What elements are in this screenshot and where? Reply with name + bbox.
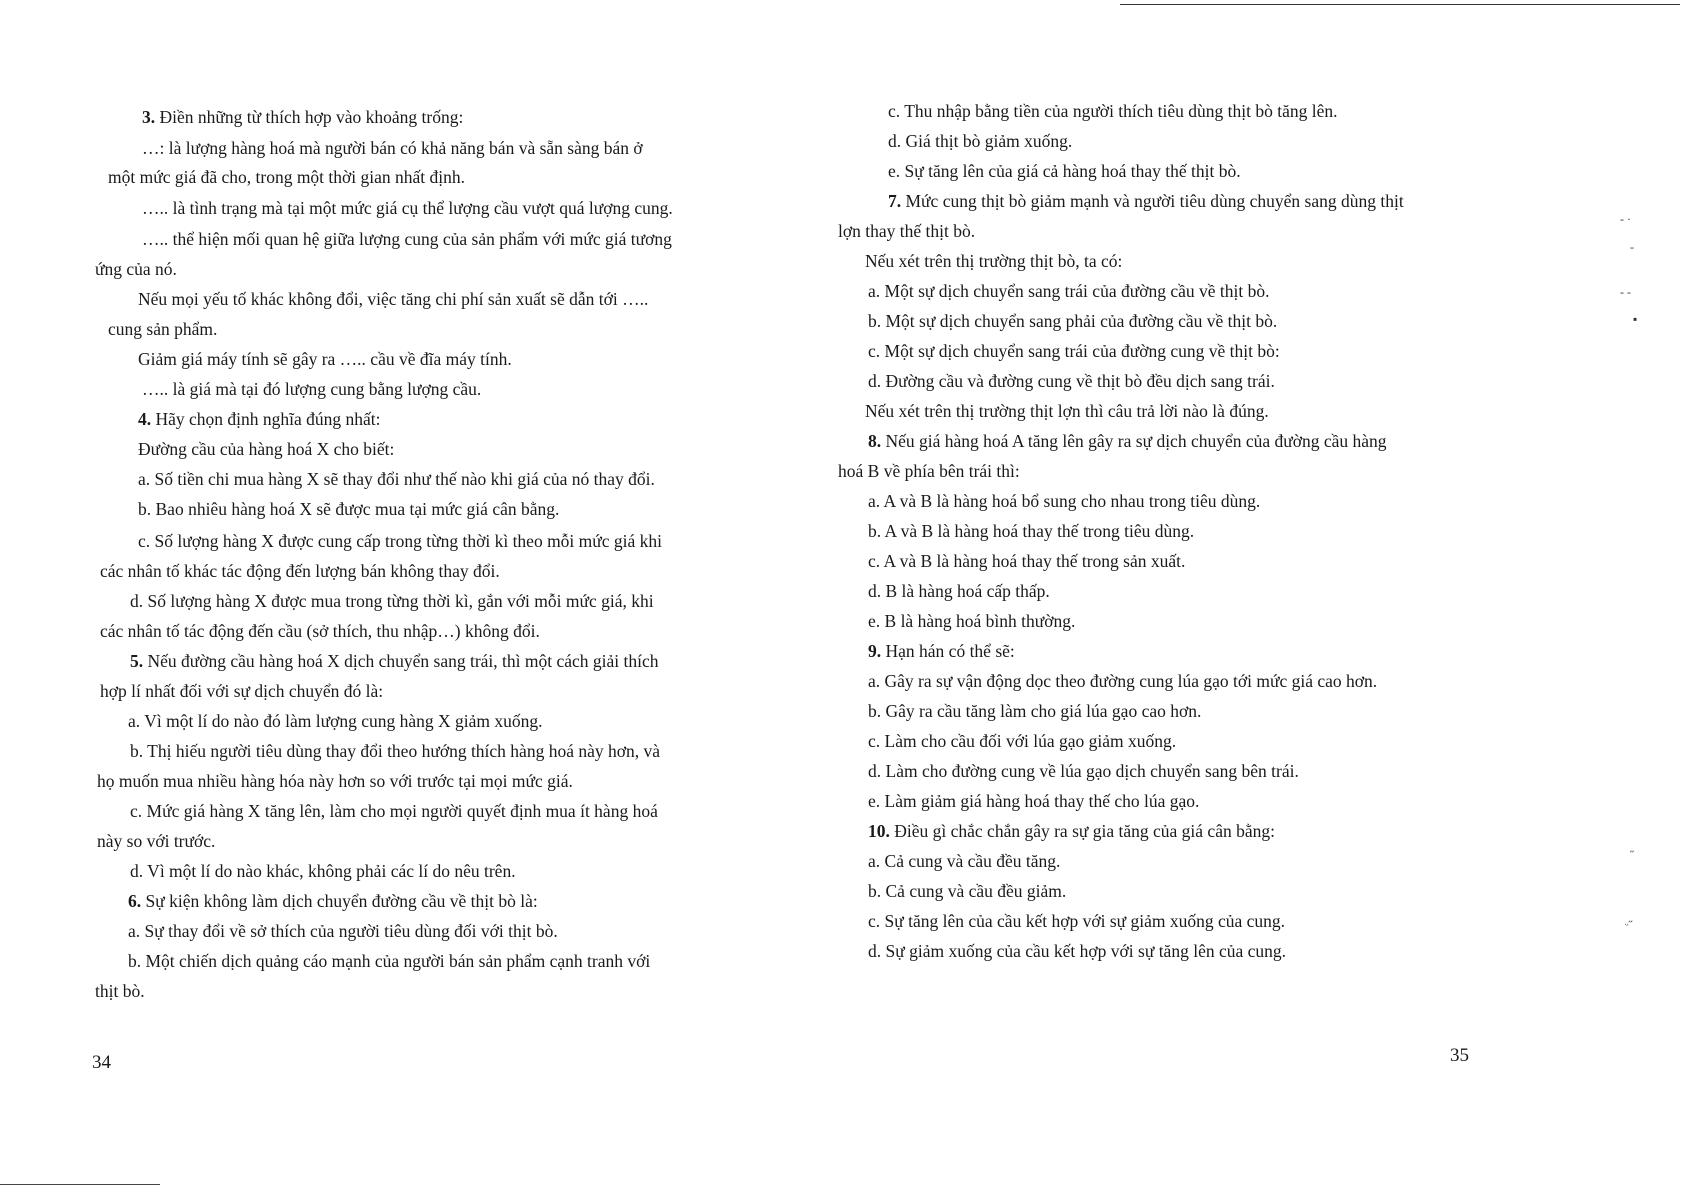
page-number-right: 35 [1450, 1045, 1469, 1066]
left-text-line [95, 258, 177, 280]
line-text: này so với trước. [97, 831, 216, 851]
right-text-line [868, 910, 1285, 932]
left-text-line [108, 166, 465, 188]
left-text-line [130, 590, 654, 612]
left-text-line [95, 980, 145, 1002]
line-text: a. Một sự dịch chuyển sang trái của đường cầu về thịt bò. [868, 281, 1270, 301]
left-text-line [138, 438, 394, 460]
right-text-line [868, 370, 1275, 392]
line-text: b. Một sự dịch chuyển sang phải của đường cầu về thịt bò. [868, 311, 1278, 331]
line-text: d. Sự giảm xuống của cầu kết hợp với sự tăng lên của cung. [868, 941, 1287, 961]
left-text-line [97, 770, 573, 792]
line-text: Nếu mọi yếu tố khác không đổi, việc tăng chi phí sản xuất sẽ dẫn tới ….. [138, 289, 649, 309]
line-text: Nếu giá hàng hoá A tăng lên gây ra sự dịch chuyển của đường cầu hàng [881, 431, 1387, 451]
line-text: b. Thị hiếu người tiêu dùng thay đổi theo hướng thích hàng hoá này hơn, và [130, 741, 661, 761]
line-text: cung sản phẩm. [108, 319, 218, 339]
line-text: thịt bò. [95, 981, 145, 1001]
left-text-line [138, 288, 648, 310]
right-text-line [868, 850, 1060, 872]
line-text: Mức cung thịt bò giảm mạnh và người tiêu dùng chuyển sang dùng thịt [901, 191, 1404, 211]
right-text-line [868, 430, 1387, 452]
right-text-line [888, 100, 1338, 122]
right-text-line [868, 760, 1299, 782]
left-text-line [130, 650, 659, 672]
line-text: Đường cầu của hàng hoá X cho biết: [138, 439, 395, 459]
left-text-line [142, 106, 463, 128]
line-text: c. A và B là hàng hoá thay thế trong sản xuất. [868, 551, 1186, 571]
left-text-line [130, 740, 660, 762]
line-text: b. Cả cung và cầu đều giảm. [868, 881, 1067, 901]
line-text: ứng của nó. [95, 259, 177, 279]
line-text: d. Đường cầu và đường cung về thịt bò đều dịch sang trái. [868, 371, 1275, 391]
right-text-line [888, 160, 1241, 182]
right-text-line [888, 190, 1404, 212]
right-text-line [868, 640, 1015, 662]
line-text: Hãy chọn định nghĩa đúng nhất: [151, 409, 381, 429]
right-text-line [888, 130, 1072, 152]
line-text: ….. là tình trạng mà tại một mức giá cụ thể lượng cầu vượt quá lượng cung. [142, 198, 673, 218]
question-number: 10. [868, 821, 890, 841]
line-text: b. A và B là hàng hoá thay thế trong tiêu dùng. [868, 521, 1195, 541]
line-text: a. Sự thay đổi về sở thích của người tiêu dùng đối với thịt bò. [128, 921, 558, 941]
line-text: a. Cả cung và cầu đều tăng. [868, 851, 1061, 871]
left-text-line [108, 318, 217, 340]
line-text: Hạn hán có thể sẽ: [881, 641, 1015, 661]
line-text: b. Một chiến dịch quảng cáo mạnh của người bán sản phẩm cạnh tranh với [128, 951, 651, 971]
left-text-line [138, 530, 662, 552]
left-text-line [128, 890, 538, 912]
line-text: d. Giá thịt bò giảm xuống. [888, 131, 1073, 151]
line-text: a. A và B là hàng hoá bổ sung cho nhau trong tiêu dùng. [868, 491, 1261, 511]
right-text-line [868, 610, 1075, 632]
question-number: 4. [138, 409, 152, 429]
right-text-line [838, 460, 1020, 482]
line-text: c. Làm cho cầu đối với lúa gạo giảm xuống. [868, 731, 1177, 751]
left-text-line [138, 498, 559, 520]
right-text-line [868, 880, 1066, 902]
left-text-line [130, 860, 516, 882]
line-text: d. Làm cho đường cung về lúa gạo dịch chuyển sang bên trái. [868, 761, 1299, 781]
line-text: hợp lí nhất đối với sự dịch chuyển đó là: [100, 681, 384, 701]
line-text: Giảm giá máy tính sẽ gây ra ….. cầu về đĩa máy tính. [138, 349, 512, 369]
line-text: c. Mức giá hàng X tăng lên, làm cho mọi người quyết định mua ít hàng hoá [130, 801, 658, 821]
line-text: họ muốn mua nhiều hàng hóa này hơn so với trước tại mọi mức giá. [97, 771, 573, 791]
right-text-line [865, 250, 1122, 272]
line-text: …: là lượng hàng hoá mà người bán có khả năng bán và sẵn sàng bán ở [142, 138, 643, 158]
right-text-line [868, 940, 1286, 962]
left-page [0, 0, 820, 1188]
line-text: ….. là giá mà tại đó lượng cung bằng lượng cầu. [142, 379, 482, 399]
line-text: d. Số lượng hàng X được mua trong từng thời kì, gắn với mỗi mức giá, khi [130, 591, 654, 611]
question-number: 6. [128, 891, 142, 911]
left-text-line [142, 137, 643, 159]
right-text-line [868, 550, 1185, 572]
left-text-line [128, 710, 543, 732]
line-text: c. Một sự dịch chuyển sang trái của đường cung về thịt bò: [868, 341, 1280, 361]
line-text: Sự kiện không làm dịch chuyển đường cầu về thịt bò là: [141, 891, 538, 911]
left-text-line [138, 348, 512, 370]
line-text: b. Gây ra cầu tăng làm cho giá lúa gạo cao hơn. [868, 701, 1202, 721]
left-text-line [138, 408, 381, 430]
line-text: d. B là hàng hoá cấp thấp. [868, 581, 1050, 601]
right-text-line [868, 700, 1201, 722]
scan-mark: ‐ ‐ [1620, 285, 1631, 299]
line-text: c. Thu nhập bằng tiền của người thích tiêu dùng thịt bò tăng lên. [888, 101, 1338, 121]
left-text-line [128, 950, 650, 972]
line-text: Nếu xét trên thị trường thịt lợn thì câu trả lời nào là đúng. [865, 401, 1269, 421]
line-text: a. Gây ra sự vận động dọc theo đường cung lúa gạo tới mức giá cao hơn. [868, 671, 1378, 691]
left-text-line [130, 800, 658, 822]
left-text-line [100, 680, 383, 702]
left-text-line [142, 228, 672, 250]
line-text: ….. thể hiện mối quan hệ giữa lượng cung của sản phẩm với mức giá tương [142, 229, 672, 249]
right-text-line [868, 820, 1275, 842]
right-text-line [868, 580, 1050, 602]
left-text-line [142, 197, 673, 219]
left-text-line [100, 560, 500, 582]
left-text-line [128, 920, 558, 942]
line-text: một mức giá đã cho, trong một thời gian nhất định. [108, 167, 466, 187]
page-number-left: 34 [92, 1052, 111, 1073]
scan-mark: ‐ [1630, 240, 1634, 254]
line-text: d. Vì một lí do nào khác, không phải các lí do nêu trên. [130, 861, 516, 881]
right-text-line [865, 400, 1269, 422]
left-text-line [138, 468, 655, 490]
line-text: c. Sự tăng lên của cầu kết hợp với sự giảm xuống của cung. [868, 911, 1286, 931]
line-text: Nếu đường cầu hàng hoá X dịch chuyển sang trái, thì một cách giải thích [143, 651, 659, 671]
right-text-line [868, 670, 1377, 692]
line-text: a. Vì một lí do nào đó làm lượng cung hàng X giảm xuống. [128, 711, 543, 731]
right-text-line [868, 310, 1277, 332]
line-text: e. Làm giảm giá hàng hoá thay thế cho lúa gạo. [868, 791, 1200, 811]
right-text-line [868, 520, 1194, 542]
scan-mark: ˝ [1630, 848, 1634, 862]
line-text: b. Bao nhiêu hàng hoá X sẽ được mua tại mức giá cân bằng. [138, 499, 560, 519]
question-number: 7. [888, 191, 902, 211]
right-text-line [838, 220, 975, 242]
question-number: 8. [868, 431, 882, 451]
line-text: lợn thay thế thịt bò. [838, 221, 976, 241]
line-text: hoá B về phía bên trái thì: [838, 461, 1020, 481]
line-text: Điền những từ thích hợp vào khoảng trống: [155, 107, 464, 127]
scan-mark: ᵕ˝ [1625, 918, 1633, 932]
left-text-line [142, 378, 481, 400]
line-text: các nhân tố khác tác động đến lượng bán không thay đổi. [100, 561, 500, 581]
line-text: e. Sự tăng lên của giá cả hàng hoá thay thế thịt bò. [888, 161, 1241, 181]
left-text-line [97, 830, 215, 852]
question-number: 9. [868, 641, 882, 661]
line-text: a. Số tiền chi mua hàng X sẽ thay đổi như thế nào khi giá của nó thay đổi. [138, 469, 655, 489]
scan-mark: ‐ · [1620, 212, 1631, 226]
line-text: Điều gì chắc chắn gây ra sự gia tăng của giá cân bằng: [889, 821, 1275, 841]
line-text: c. Số lượng hàng X được cung cấp trong từng thời kì theo mỗi mức giá khi [138, 531, 663, 551]
line-text: e. B là hàng hoá bình thường. [868, 611, 1076, 631]
left-text-line [100, 620, 540, 642]
question-number: 5. [130, 651, 144, 671]
right-text-line [868, 490, 1260, 512]
question-number: 3. [142, 107, 156, 127]
scan-mark: ▪ [1633, 312, 1638, 326]
line-text: các nhân tố tác động đến cầu (sở thích, thu nhập…) không đổi. [100, 621, 540, 641]
right-text-line [868, 340, 1280, 362]
right-page [820, 0, 1683, 1188]
right-text-line [868, 280, 1269, 302]
line-text: Nếu xét trên thị trường thịt bò, ta có: [865, 251, 1123, 271]
right-text-line [868, 790, 1199, 812]
right-text-line [868, 730, 1176, 752]
